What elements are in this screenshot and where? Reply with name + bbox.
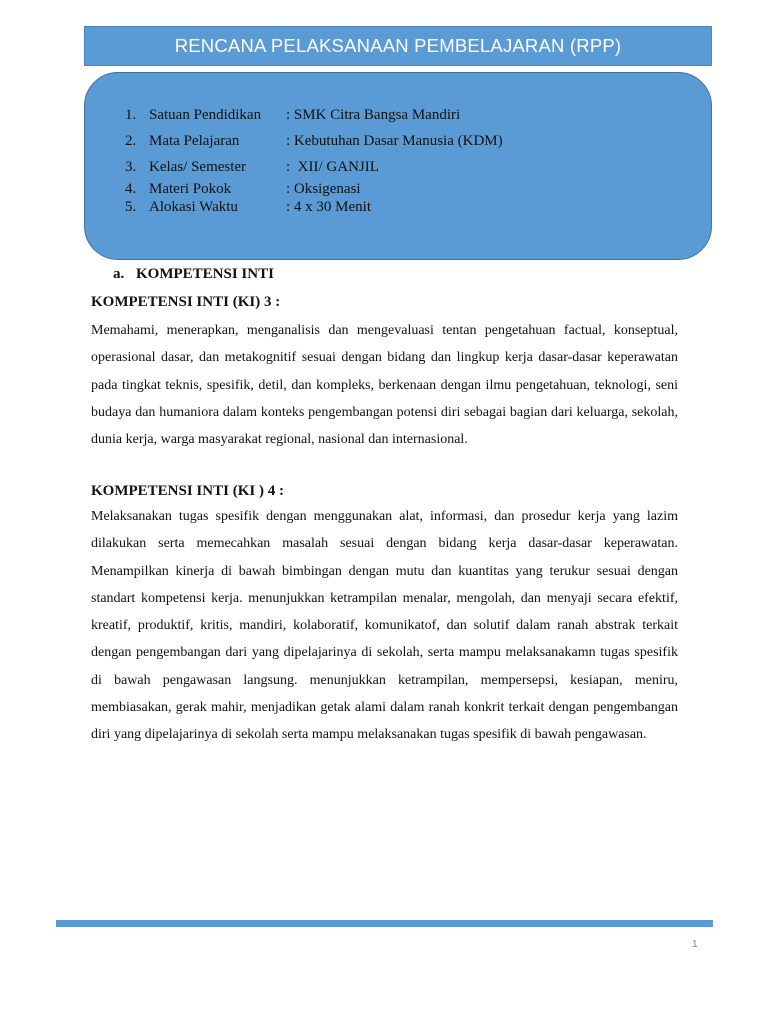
section-a-heading — [113, 266, 274, 283]
info-label: Mata Pelajaran — [149, 133, 240, 149]
ki3-heading: KOMPETENSI INTI (KI) 3 : — [91, 294, 281, 310]
ki4-paragraph: Melaksanakan tugas spesifik dengan menggunakan alat, informasi, dan prosedur kerja yang lazim dilakukan serta memecahkan masalah sesuai dengan bidang kerja dasar-dasar keperawatan. Menampilkan kinerja di bawah bimbingan dengan mutu dan kuantitas yang terukur sesuai dengan standart kompetensi kerja. menunjukkan ketrampilan menalar, mengolah, dan menyaji secara efektif, kreatif, produktif, kritis, mandiri, kolaboratif, komunikatof, dan solutif dalam ranah abstrak terkait dengan pengembangan dari yang dipelajarinya di sekolah, serta mampu melaksanakamn tugas spesifik di bawah pengawasan langsung. menunjukkan ketrampilan, mempersepsi, kesiapan, meniru, membiasakan, gerak mahir, menjadikan getak alami dalam ranah konkrit terkait dengan pengembangan diri yang dipelajarinya di sekolah serta mampu melaksanakan tugas spesifik di bawah pengawasan. — [91, 509, 678, 743]
info-row-kelas-semester — [125, 154, 503, 180]
info-label: Alokasi Waktu — [149, 199, 238, 215]
info-value: : SMK Citra Bangsa Mandiri — [286, 107, 461, 123]
ki4-heading: KOMPETENSI INTI (KI ) 4 : — [91, 483, 284, 499]
info-number: 1. — [125, 107, 137, 123]
section-letter: a. — [113, 266, 125, 282]
info-value: : Oksigenasi — [286, 181, 361, 197]
document-title: RENCANA PELAKSANAAN PEMBELAJARAN (RPP) — [174, 35, 622, 56]
info-number: 3. — [125, 159, 137, 175]
info-row-materi-pokok — [125, 180, 503, 198]
ki3-paragraph: Memahami, menerapkan, menganalisis dan mengevaluasi tentan pengetahuan factual, konseptual, operasional dasar, dan metakognitif sesuai dengan bidang dan lingkup kerja dasar-dasar keperawatan pada tingkat teknis, spesifik, detil, dan kompleks, berkenaan dengan ilmu pengetahuan, teknologi, seni budaya dan humaniora dalam konteks pengembangan potensi diri sebagai bagian dari keluarga, sekolah, dunia kerja, warga masyarakat regional, nasional dan internasional. — [91, 323, 678, 448]
info-label: Satuan Pendidikan — [149, 107, 262, 123]
info-row-satuan-pendidikan — [125, 102, 503, 128]
section-title: KOMPETENSI INTI — [136, 266, 274, 282]
info-row-alokasi-waktu — [125, 198, 503, 216]
info-row-mata-pelajaran — [125, 128, 503, 154]
identity-info-list — [125, 102, 503, 216]
info-value: : XII/ GANJIL — [286, 159, 379, 175]
page-number: 1 — [692, 939, 698, 950]
identity-info-box — [84, 72, 712, 260]
info-value: : Kebutuhan Dasar Manusia (KDM) — [286, 133, 503, 149]
info-label: Materi Pokok — [149, 181, 232, 197]
footer-divider — [56, 920, 713, 927]
info-number: 5. — [125, 199, 137, 215]
info-value: : 4 x 30 Menit — [286, 199, 371, 215]
document-title-banner — [84, 26, 712, 66]
info-label: Kelas/ Semester — [149, 159, 247, 175]
info-number: 2. — [125, 133, 137, 149]
info-number: 4. — [125, 181, 137, 197]
